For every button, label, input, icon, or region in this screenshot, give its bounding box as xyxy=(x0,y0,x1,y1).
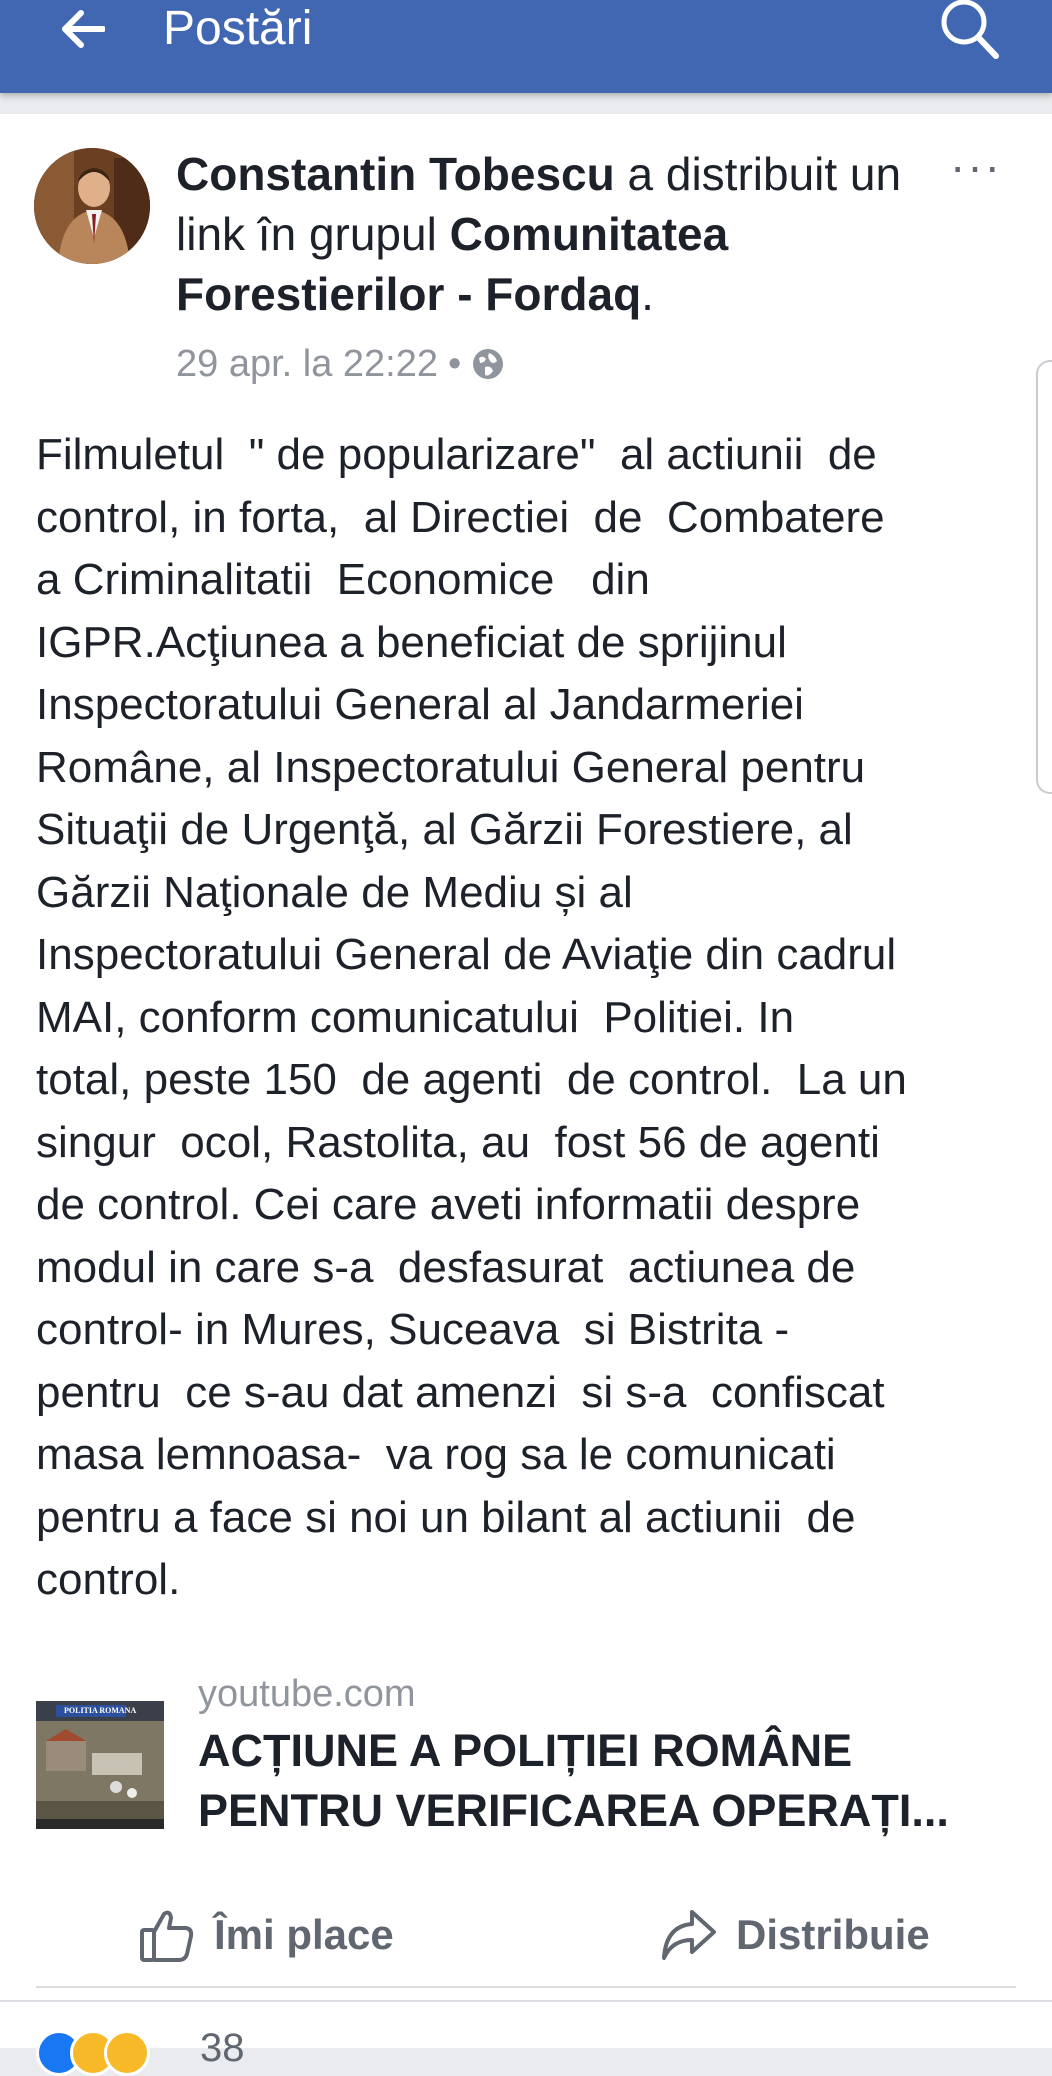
post-text-line: singur ocol, Rastolita, au fost 56 de agenti xyxy=(36,1117,880,1167)
thumb-caption: POLITIA ROMANA xyxy=(64,1706,137,1715)
post-text-line: Filmuletul " de popularizare" al actiunii de xyxy=(36,430,877,479)
share-arrow-icon xyxy=(660,1906,718,1964)
arrow-left-icon xyxy=(59,9,105,49)
share-button[interactable] xyxy=(660,1900,930,1970)
link-preview[interactable] xyxy=(36,1669,1036,1836)
top-bar xyxy=(0,0,1052,93)
reaction-icons[interactable] xyxy=(36,2030,138,2070)
divider xyxy=(0,2000,1052,2002)
post-text xyxy=(36,424,1036,1612)
back-button[interactable] xyxy=(50,0,114,58)
post-text-line: Române, al Inspectoratului General pentru xyxy=(36,742,866,792)
thumbs-up-icon xyxy=(138,1906,196,1964)
post-text-line: a Criminalitatii Economice din xyxy=(36,555,650,604)
globe-icon xyxy=(471,347,505,381)
post-text-line: Inspectoratului General de Aviaţie din cadrul xyxy=(36,930,897,979)
post-text-line: Inspectoratului General al Jandarmeriei xyxy=(36,680,804,729)
scrollbar[interactable] xyxy=(1036,360,1052,794)
more-options-button[interactable]: ··· xyxy=(950,140,1002,192)
avatar[interactable] xyxy=(34,148,150,264)
timestamp[interactable]: 29 apr. la 22:22 xyxy=(176,343,438,385)
share-label: Distribuie xyxy=(736,1911,930,1958)
post-text-line: pentru a face si noi un bilant al actiunii de xyxy=(36,1492,856,1542)
divider xyxy=(36,1986,1016,1988)
post-text-line: de control. Cei care aveti informatii despre xyxy=(36,1180,861,1229)
like-button[interactable] xyxy=(138,1900,394,1970)
post-text-line: modul in care s-a desfasurat actiunea de xyxy=(36,1242,856,1292)
link-domain: youtube.com xyxy=(198,1673,416,1715)
reaction-count[interactable]: 38 xyxy=(200,2026,245,2070)
action-text: a distribuit un link în grupul xyxy=(176,148,902,260)
like-label: Îmi place xyxy=(214,1911,394,1958)
page-title: Postări xyxy=(163,2,313,55)
post-header xyxy=(176,144,936,324)
post-text-line: masa lemnoasa- va rog sa le comunicati xyxy=(36,1430,836,1479)
post-text-line: Gărzii Naţionale de Mediu și al xyxy=(36,867,633,917)
author-name[interactable]: Constantin Tobescu xyxy=(176,148,615,200)
post-text-line: IGPR.Acţiunea a beneficiat de sprijinul xyxy=(36,617,787,667)
meta-separator: • xyxy=(448,343,462,385)
post-card xyxy=(0,114,1052,2048)
search-button[interactable] xyxy=(930,0,1010,64)
action-text-end: . xyxy=(641,268,654,320)
search-icon xyxy=(938,0,1002,64)
post-text-line: pentru ce s-au dat amenzi si s-a confiscat xyxy=(36,1367,885,1417)
post-text-line: Situaţii de Urgenţă, al Gărzii Forestiere, al xyxy=(36,805,853,854)
post-text-line: total, peste 150 de agenti de control. La un xyxy=(36,1055,907,1104)
group-name[interactable]: Comunitatea Forestierilor - Fordaq xyxy=(176,208,729,320)
link-thumbnail xyxy=(36,1701,164,1829)
wow-reaction-icon xyxy=(104,2030,150,2076)
post-text-line: control. xyxy=(36,1555,181,1604)
post-text-line: MAI, conform comunicatului Politiei. In xyxy=(36,992,795,1042)
post-text-line: control, in forta, al Directiei de Combatere xyxy=(36,492,885,542)
post-meta xyxy=(176,339,505,389)
link-title: ACȚIUNE A POLIȚIEI ROMÂNE PENTRU VERIFICAREA OPERAȚI... xyxy=(198,1725,949,1836)
post-text-line: control- in Mures, Suceava si Bistrita - xyxy=(36,1305,790,1354)
